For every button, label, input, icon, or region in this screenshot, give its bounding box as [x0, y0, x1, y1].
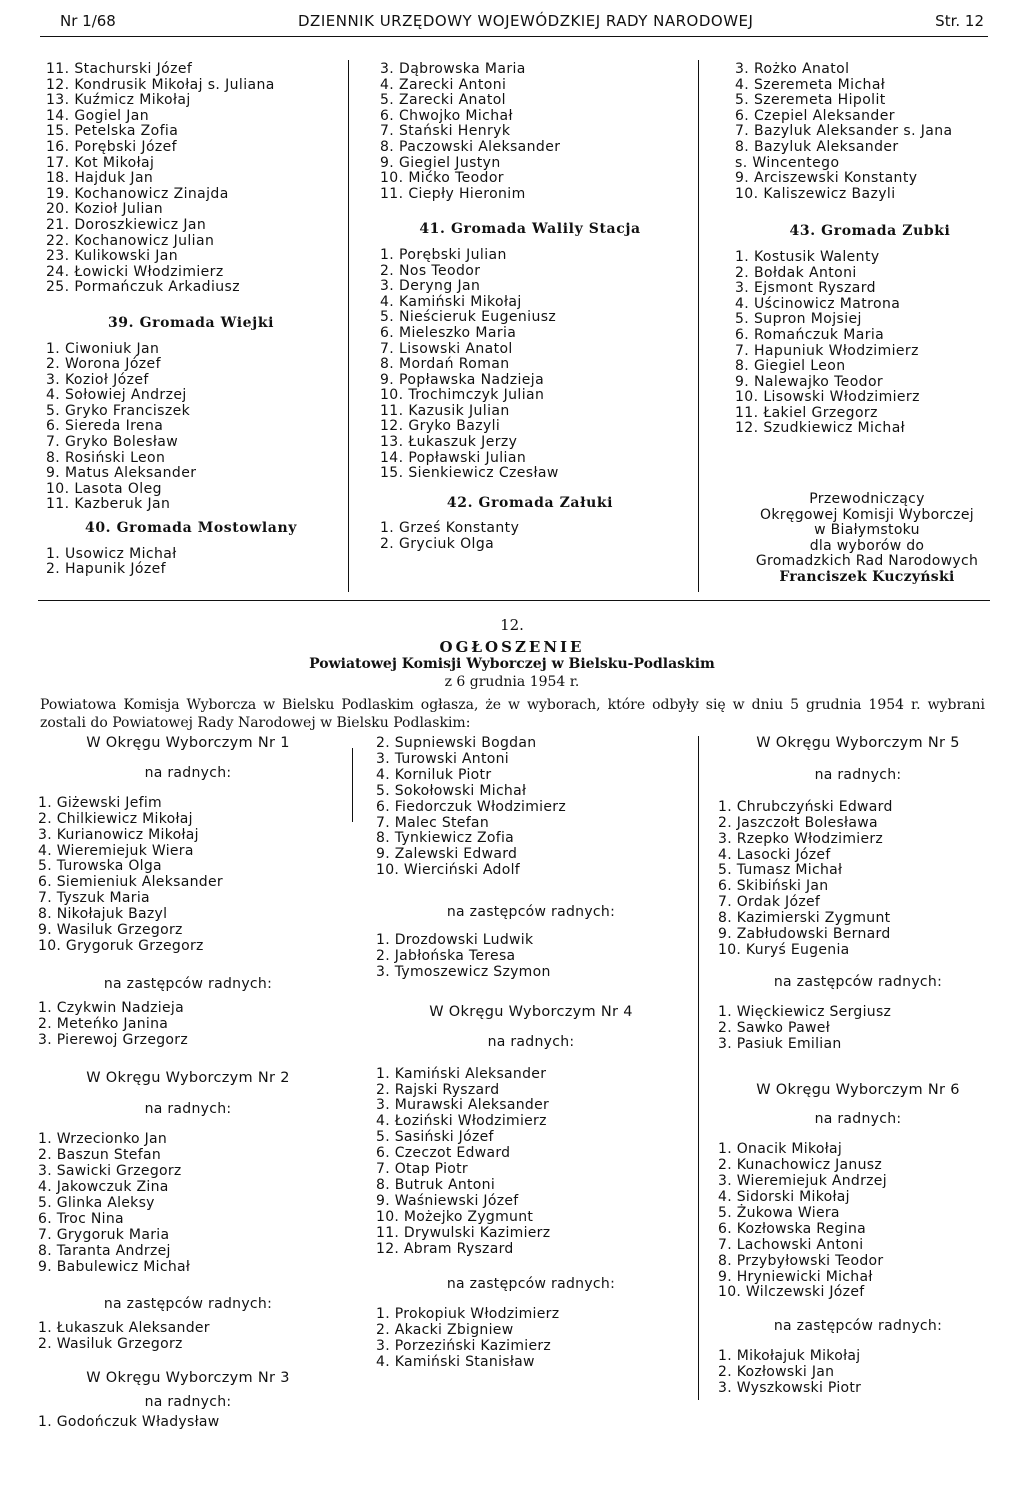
district-heading: W Okręgu Wyborczym Nr 6 [756, 1081, 960, 1098]
list-item: 8. Przybyłowski Teodor [718, 1252, 884, 1269]
list-item: 5. Nieścieruk Eugeniusz [380, 309, 557, 326]
signature-name: Franciszek Kuczyński [779, 568, 955, 585]
list-item: 10. Trochimczyk Julian [380, 387, 545, 404]
list-item: 8. Giegiel Leon [735, 358, 846, 375]
district-heading: W Okręgu Wyborczym Nr 1 [86, 735, 290, 751]
list-item: 4. Wieremiejuk Wiera [38, 842, 194, 859]
list-item: 4. Łoziński Włodzimierz [376, 1113, 547, 1130]
list-item: 2. Gryciuk Olga [380, 536, 495, 553]
list-item: 1. Usowicz Michał [46, 545, 177, 562]
list-item: 8. Tynkiewicz Zofia [376, 830, 515, 847]
list-item: 1. Godończuk Władysław [38, 1414, 220, 1430]
list-item: 14. Popławski Julian [380, 449, 527, 466]
list-item: 24. Łowicki Włodzimierz [46, 263, 224, 280]
list-item: 10. Wilczewski Józef [718, 1284, 865, 1301]
column-divider [348, 60, 349, 592]
list-item: 7. Ordak Józef [718, 894, 821, 911]
list-item: 7. Hapuniuk Włodzimierz [735, 342, 919, 359]
list-deputies-3 [376, 933, 686, 981]
list-item: 2. Chilkiewicz Mikołaj [38, 810, 193, 827]
column-divider [698, 60, 699, 592]
list-item: 4. Kamiński Mikołaj [380, 293, 522, 310]
list-item: 8. Nikołajuk Bazyl [38, 906, 168, 923]
column-divider [698, 736, 699, 1400]
list-item: 3. Wyszkowski Piotr [718, 1380, 862, 1397]
list-gromada-43 [735, 250, 1005, 437]
list-item: 2. Supniewski Bogdan [376, 735, 537, 751]
list-continuation [46, 62, 336, 296]
list-gromada-42 [380, 521, 680, 552]
list-item: 1. Ciwoniuk Jan [46, 340, 160, 357]
signature-lines [742, 492, 992, 570]
subheading: na zastępców radnych: [446, 1276, 616, 1293]
journal-title: DZIENNIK URZĘDOWY WOJEWÓDZKIEJ RADY NARODOWEJ [298, 12, 754, 30]
subheading: na zastępców radnych: [773, 973, 943, 990]
list-item: 1. Prokopiuk Włodzimierz [376, 1306, 560, 1323]
list-item: s. Wincentego [735, 154, 840, 171]
list-item: 1. Mikołajuk Mikołaj [718, 1348, 861, 1365]
list-item: 5. Glinka Aleksy [38, 1194, 155, 1211]
list-item: 22. Kochanowicz Julian [46, 232, 215, 249]
list-item: 5. Tumasz Michał [718, 862, 843, 879]
subheading: na radnych: [814, 1111, 902, 1128]
list-item: 3. Dąbrowska Maria [380, 61, 526, 77]
list-item: 9. Zalewski Edward [376, 846, 518, 863]
list-item: 7. Malec Stefan [376, 814, 489, 831]
list-item: 9. Zabłudowski Bernard [718, 926, 891, 943]
bottom-column-3 [718, 736, 998, 1397]
list-item: 1. Więckiewicz Sergiusz [718, 1003, 892, 1020]
district-heading: W Okręgu Wyborczym Nr 2 [86, 1069, 290, 1086]
list-deputies-5 [718, 1005, 998, 1053]
list-item: 1. Grześ Konstanty [380, 520, 520, 537]
section-rule [38, 600, 990, 601]
list-item: 8. Kazimierski Zygmunt [718, 910, 891, 927]
list-item: 6. Kozłowska Regina [718, 1220, 867, 1237]
list-item: 13. Kuźmicz Mikołaj [46, 92, 191, 109]
list-item: 2. Bołdak Antoni [735, 264, 857, 281]
list-item: 10. Lasota Oleg [46, 480, 162, 497]
column-divider [352, 748, 353, 822]
list-item: 5. Turowska Olga [38, 858, 162, 875]
list-item: 6. Czepiel Aleksander [735, 107, 895, 124]
list-item: 6. Fiedorczuk Włodzimierz [376, 798, 566, 815]
subheading: na radnych: [144, 764, 232, 781]
list-item: 3. Wieremiejuk Andrzej [718, 1173, 887, 1190]
list-item: 4. Szeremeta Michał [735, 76, 886, 93]
announcement-intro: Powiatowa Komisja Wyborcza w Bielsku Podlaskim ogłasza, że w wyborach, które odbyły się w dniu 5 grudnia 1954 r. wybrani zostali do Powiatowej Rady Narodowej w Bielsku Podlaskim: [40, 697, 985, 731]
announcement-title: OGŁOSZENIE [439, 638, 585, 656]
list-item: 7. Gryko Bolesław [46, 434, 179, 451]
subheading: na zastępców radnych: [773, 1318, 943, 1335]
list-item: 2. Kunachowicz Janusz [718, 1157, 882, 1174]
list-item: 6. Mieleszko Maria [380, 324, 517, 341]
list-item: Okręgowej Komisji Wyborczej [760, 506, 974, 523]
bottom-column-2 [376, 736, 686, 1371]
list-item: 10. Kuryś Eugenia [718, 941, 850, 958]
signature-block [742, 492, 992, 586]
list-item: 3. Rzepko Włodzimierz [718, 830, 884, 847]
list-item: 2. Jabłońska Teresa [376, 947, 516, 964]
list-item: 1. Chrubczyński Edward [718, 798, 893, 815]
list-item: 1. Drozdowski Ludwik [376, 932, 534, 949]
list-item: 2. Jaszczołt Bolesława [718, 814, 878, 831]
list-item: 11. Kazusik Julian [380, 402, 510, 419]
list-item: 12. Gryko Bazyli [380, 418, 501, 435]
list-item: 4. Sidorski Mikołaj [718, 1189, 850, 1206]
list-deputies-2 [38, 1321, 338, 1353]
list-item: 7. Lachowski Antoni [718, 1236, 864, 1253]
list-item: 9. Matus Aleksander [46, 465, 197, 482]
list-item: Przewodniczący [809, 491, 925, 507]
list-item: 6. Skibiński Jan [718, 878, 829, 895]
district-heading: W Okręgu Wyborczym Nr 5 [756, 735, 960, 751]
section-heading: 39. Gromada Wiejki [107, 314, 275, 331]
list-item: 1. Giżewski Jefim [38, 794, 162, 811]
list-item: 10. Wierciński Adolf [376, 862, 521, 879]
list-item: 4. Kamiński Stanisław [376, 1354, 535, 1371]
list-item: 12. Szudkiewicz Michał [735, 420, 906, 437]
list-item: 3. Pierewoj Grzegorz [38, 1031, 188, 1048]
section-heading: 42. Gromada Załuki [446, 494, 614, 511]
announcement-date: z 6 grudnia 1954 r. [444, 674, 580, 690]
subheading: na radnych: [487, 1033, 575, 1050]
list-item: 8. Bazyluk Aleksander [735, 138, 899, 155]
page-number: Str. 12 [935, 12, 984, 30]
list-item: 6. Chwojko Michał [380, 107, 513, 124]
subheading: na zastępców radnych: [103, 975, 273, 992]
list-item: 4. Sołowiej Andrzej [46, 387, 187, 404]
list-item: 9. Nalewajko Teodor [735, 373, 884, 390]
top-column-1 [46, 62, 336, 578]
list-item: 5. Supron Mojsiej [735, 311, 862, 328]
list-item: 4. Jakowczuk Zina [38, 1179, 169, 1196]
list-item: dla wyborów do [809, 537, 925, 554]
list-item: 5. Zarecki Anatol [380, 92, 506, 109]
list-item: 9. Arciszewski Konstanty [735, 170, 918, 187]
list-item: 19. Kochanowicz Zinajda [46, 185, 229, 202]
subheading: na radnych: [144, 1394, 232, 1411]
list-item: 11. Kazberuk Jan [46, 496, 171, 513]
list-item: 2. Kozłowski Jan [718, 1364, 835, 1381]
list-item: 8. Butruk Antoni [376, 1176, 496, 1193]
list-item: 12. Abram Ryszard [376, 1240, 514, 1257]
list-item: 3. Deryng Jan [380, 278, 481, 295]
list-item: 1. Onacik Mikołaj [718, 1141, 843, 1158]
section-heading: 41. Gromada Walily Stacja [419, 221, 641, 238]
list-item: 3. Rożko Anatol [735, 61, 850, 77]
list-councillors-4 [376, 1067, 686, 1258]
list-item: 3. Sawicki Grzegorz [38, 1163, 182, 1180]
list-item: 2. Rajski Ryszard [376, 1081, 500, 1098]
list-item: 23. Kulikowski Jan [46, 248, 178, 265]
list-item: 10. Lisowski Włodzimierz [735, 389, 920, 406]
list-item: 1. Wrzecionko Jan [38, 1131, 168, 1148]
subheading: na radnych: [814, 766, 902, 783]
list-councillors-3-cont [376, 736, 686, 879]
list-item: 6. Troc Nina [38, 1210, 124, 1227]
top-column-2 [380, 62, 680, 553]
section-heading: 40. Gromada Mostowlany [85, 520, 297, 537]
list-item: 5. Sasiński Józef [376, 1129, 494, 1146]
list-item: 21. Doroszkiewicz Jan [46, 216, 207, 233]
list-item: 14. Gogiel Jan [46, 107, 150, 124]
list-item: Gromadzkich Rad Narodowych [755, 553, 979, 570]
list-continuation [380, 62, 680, 202]
list-item: 3. Pasiuk Emilian [718, 1035, 842, 1052]
announcement-subtitle: Powiatowej Komisji Wyborczej w Bielsku-Podlaskim [309, 656, 715, 672]
list-item: 12. Kondrusik Mikołaj s. Juliana [46, 76, 275, 93]
list-item: 9. Popławska Nadzieja [380, 371, 545, 388]
list-item: 5. Gryko Franciszek [46, 402, 191, 419]
list-item: 5. Żukowa Wiera [718, 1204, 840, 1221]
issue-number: Nr 1/68 [60, 12, 116, 30]
list-gromada-41 [380, 248, 680, 482]
list-item: 9. Waśniewski Józef [376, 1192, 519, 1209]
top-column-3 [735, 62, 1005, 437]
list-item: 7. Stański Henryk [380, 123, 511, 140]
list-item: 2. Akacki Zbigniew [376, 1322, 514, 1339]
list-item: 1. Łukaszuk Aleksander [38, 1320, 210, 1337]
list-item: 10. Możejko Zygmunt [376, 1208, 534, 1225]
list-item: 25. Pormańczuk Arkadiusz [46, 279, 240, 296]
list-item: 18. Hajduk Jan [46, 170, 154, 187]
list-item: 11. Ciepły Hieronim [380, 185, 526, 202]
list-item: 2. Sawko Paweł [718, 1019, 830, 1036]
list-item: 11. Drywulski Kazimierz [376, 1224, 551, 1241]
district-heading: W Okręgu Wyborczym Nr 4 [429, 1003, 633, 1020]
list-item: 9. Babulewicz Michał [38, 1258, 191, 1275]
subheading: na radnych: [144, 1101, 232, 1118]
list-item: 17. Kot Mikołaj [46, 154, 155, 171]
list-item: 2. Worona Józef [46, 356, 161, 373]
list-item: 15. Sienkiewicz Czesław [380, 465, 559, 482]
list-councillors-2 [38, 1132, 338, 1275]
list-gromada-40 [46, 547, 336, 578]
list-item: 15. Petelska Zofia [46, 123, 179, 140]
list-item: 2. Wasiluk Grzegorz [38, 1336, 183, 1353]
list-deputies-1 [38, 1001, 338, 1049]
list-item: 2. Hapunik Józef [46, 561, 166, 578]
list-item: 6. Siemieniuk Aleksander [38, 874, 223, 891]
list-item: 7. Tyszuk Maria [38, 890, 150, 907]
list-item: 2. Baszun Stefan [38, 1147, 161, 1164]
list-item: 6. Siereda Irena [46, 418, 164, 435]
list-item: 13. Łukaszuk Jerzy [380, 434, 518, 451]
list-item: 3. Kurianowicz Mikołaj [38, 826, 199, 843]
section-heading: 43. Gromada Zubki [789, 223, 951, 240]
list-deputies-6 [718, 1349, 998, 1397]
list-item: 4. Korniluk Piotr [376, 766, 492, 783]
list-item: 7. Grygoruk Maria [38, 1226, 170, 1243]
list-item: 20. Kozioł Julian [46, 201, 164, 218]
announcement-number: 12. [500, 616, 524, 634]
list-item: 4. Zarecki Antoni [380, 76, 507, 93]
list-councillors-5 [718, 800, 998, 959]
list-item: 4. Lasocki Józef [718, 846, 831, 863]
list-item: 3. Turowski Antoni [376, 750, 509, 767]
list-deputies-4 [376, 1307, 686, 1371]
list-item: 5. Sokołowski Michał [376, 782, 527, 799]
district-heading: W Okręgu Wyborczym Nr 3 [86, 1370, 290, 1387]
list-item: 2. Meteńko Janina [38, 1015, 169, 1032]
list-item: 11. Stachurski Józef [46, 61, 193, 77]
list-item: 9. Giegiel Justyn [380, 154, 501, 171]
list-item: 3. Porzeziński Kazimierz [376, 1338, 552, 1355]
list-item: 9. Hryniewicki Michał [718, 1268, 873, 1285]
list-item: 7. Lisowski Anatol [380, 340, 513, 357]
list-item: 3. Tymoszewicz Szymon [376, 963, 551, 980]
list-item: w Białymstoku [814, 522, 920, 539]
header-rule [40, 36, 988, 37]
list-gromada-39 [46, 342, 336, 514]
list-continuation [735, 62, 1005, 202]
list-item: 10. Mićko Teodor [380, 170, 504, 187]
list-item: 3. Ejsmont Ryszard [735, 280, 876, 297]
list-councillors-1 [38, 796, 338, 955]
list-item: 4. Uścinowicz Matrona [735, 295, 901, 312]
list-item: 16. Porębski Józef [46, 138, 178, 155]
list-item: 8. Taranta Andrzej [38, 1242, 171, 1259]
subheading: na zastępców radnych: [446, 904, 616, 921]
list-item: 6. Czeczot Edward [376, 1145, 511, 1162]
list-item: 1. Czykwin Nadzieja [38, 999, 184, 1016]
list-item: 3. Murawski Aleksander [376, 1097, 550, 1114]
list-councillors-6 [718, 1142, 998, 1301]
list-item: 3. Kozioł Józef [46, 371, 149, 388]
list-item: 9. Wasiluk Grzegorz [38, 922, 183, 939]
list-item: 8. Paczowski Aleksander [380, 138, 561, 155]
page-header [40, 8, 988, 36]
list-item: 5. Szeremeta Hipolit [735, 92, 886, 109]
list-item: 10. Kaliszewicz Bazyli [735, 185, 896, 202]
list-item: 1. Kamiński Aleksander [376, 1065, 547, 1082]
list-councillors-3 [38, 1415, 338, 1431]
bottom-column-1 [38, 736, 338, 1431]
list-item: 7. Bazyluk Aleksander s. Jana [735, 123, 953, 140]
list-item: 6. Romańczuk Maria [735, 326, 885, 343]
list-item: 8. Rosiński Leon [46, 449, 166, 466]
list-item: 7. Otap Piotr [376, 1161, 468, 1178]
list-item: 1. Kostusik Walenty [735, 248, 880, 265]
list-item: 8. Mordań Roman [380, 356, 510, 373]
list-item: 1. Porębski Julian [380, 246, 507, 263]
list-item: 2. Nos Teodor [380, 262, 481, 279]
subheading: na zastępców radnych: [103, 1296, 273, 1313]
list-item: 10. Grygoruk Grzegorz [38, 937, 204, 954]
list-item: 11. Łakiel Grzegorz [735, 404, 878, 421]
